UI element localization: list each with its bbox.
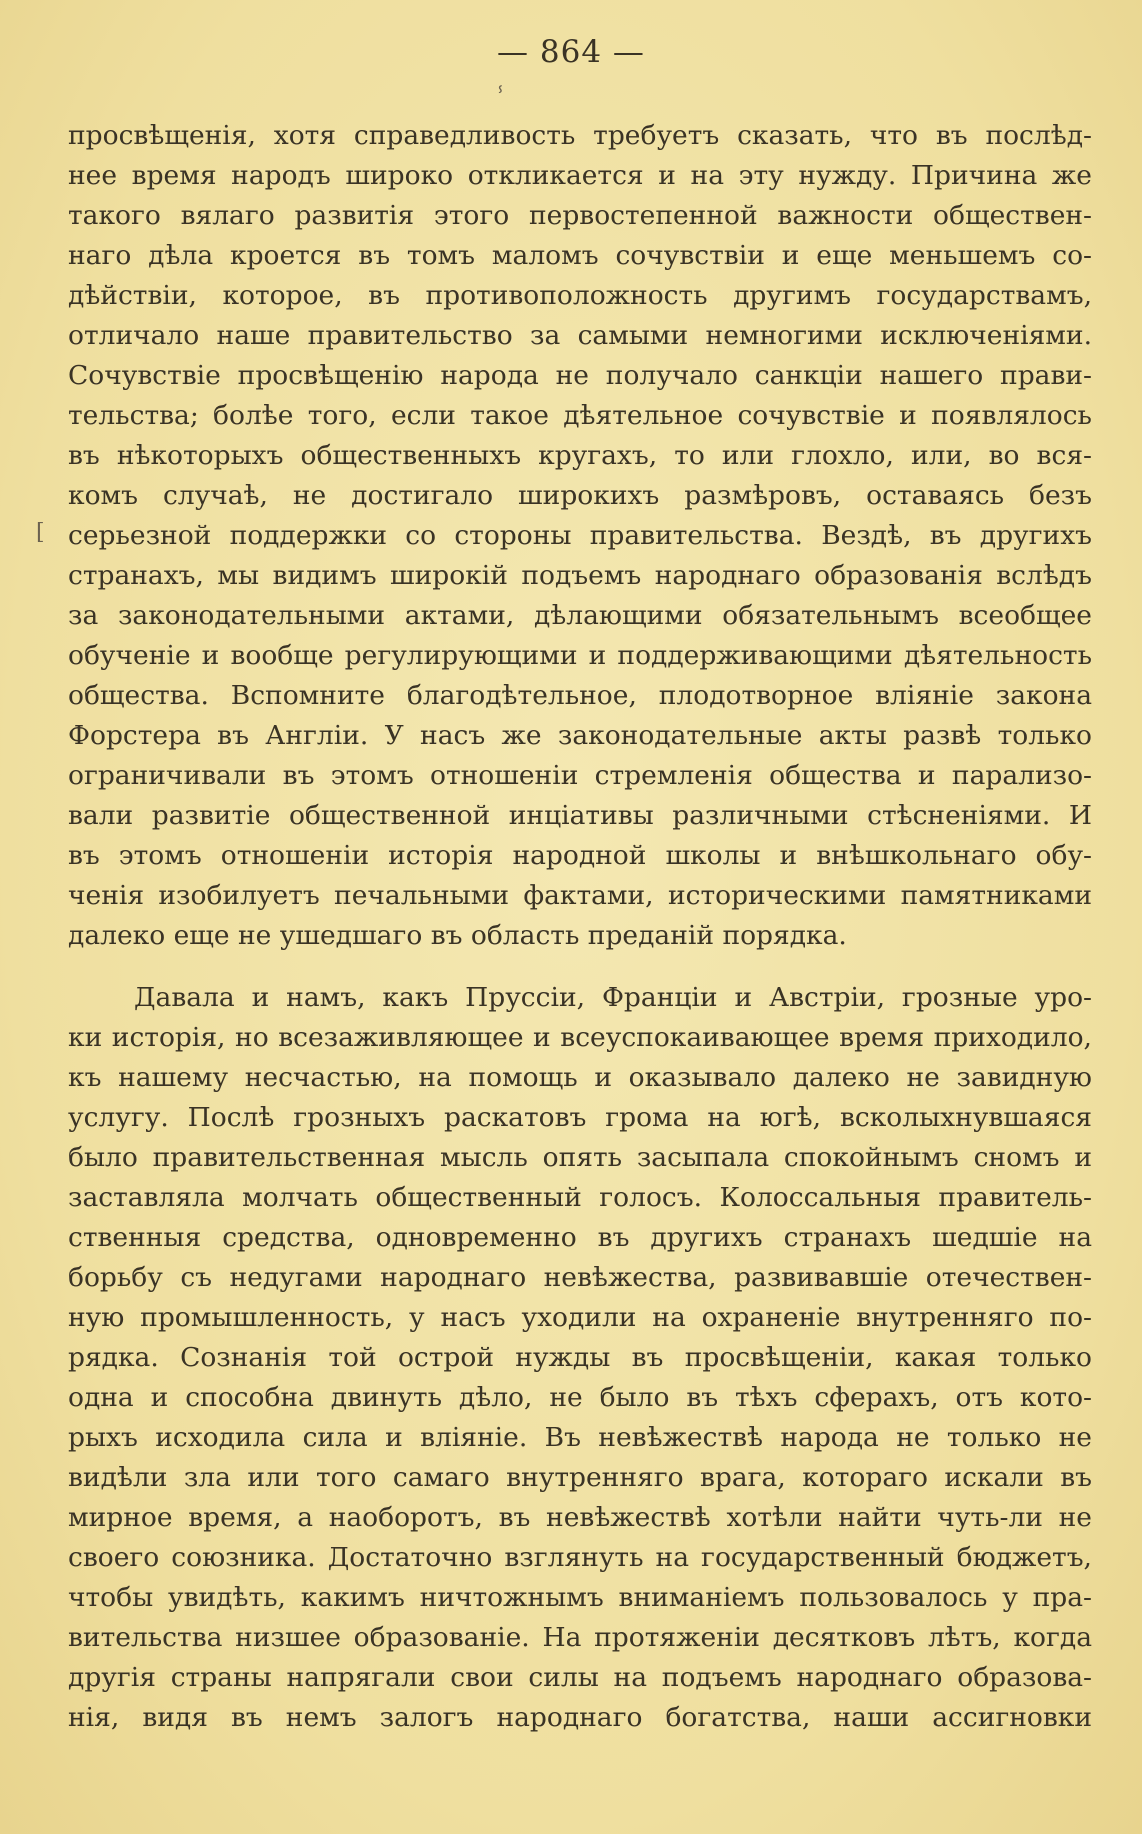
text-line: ограничивали въ этомъ отношеніи стремленія общества и парализо- <box>68 760 1092 791</box>
text-line: обученіе и вообще регулирующими и поддерживающими дѣятельность <box>68 640 1092 671</box>
text-line: видѣли зла или того самаго внутренняго врага, котораго искали въ <box>68 1462 1092 1493</box>
text-line: мирное время, а наоборотъ, въ невѣжествѣ хотѣли найти чуть-ли не <box>68 1502 1092 1533</box>
text-line: въ нѣкоторыхъ общественныхъ кругахъ, то или глохло, или, во вся- <box>68 440 1092 471</box>
text-line: просвѣщенія, хотя справедливость требуетъ сказать, что въ послѣд- <box>68 120 1092 151</box>
text-line: странахъ, мы видимъ широкій подъемъ народнаго образованія вслѣдъ <box>68 560 1092 591</box>
text-line: Давала и намъ, какъ Пруссіи, Франціи и Австріи, грозные уро- <box>134 982 1092 1013</box>
paragraph <box>68 978 1092 1738</box>
text-line: Сочувствіе просвѣщенію народа не получало санкціи нашего прави- <box>68 360 1092 391</box>
text-line: къ нашему несчастью, на помощь и оказывало далеко не завидную <box>68 1062 1092 1093</box>
text-line: было правительственная мысль опять засыпала спокойнымъ сномъ и <box>68 1142 1092 1173</box>
text-line: въ этомъ отношеніи исторія народной школы и внѣшкольнаго обу- <box>68 840 1092 871</box>
text-line: далеко еще не ушедшаго въ область преданій порядка. <box>68 920 847 951</box>
body-text <box>68 116 1092 1738</box>
text-line: услугу. Послѣ грозныхъ раскатовъ грома на югѣ, всколыхнувшаяся <box>68 1102 1092 1133</box>
text-line: заставляла молчать общественный голосъ. Колоссальныя правитель- <box>68 1182 1092 1213</box>
text-line: вали развитіе общественной инціативы различными стѣсненіями. И <box>68 800 1092 831</box>
text-line: одна и способна двинуть дѣло, не было въ тѣхъ сферахъ, отъ кото- <box>68 1382 1092 1413</box>
text-line: комъ случаѣ, не достигало широкихъ размѣровъ, оставаясь безъ <box>68 480 1092 511</box>
text-line: ственныя средства, одновременно въ другихъ странахъ шедшіе на <box>68 1222 1092 1253</box>
text-line: вительства низшее образованіе. На протяженіи десятковъ лѣтъ, когда <box>68 1622 1092 1653</box>
text-line: тельства; болѣе того, если такое дѣятельное сочувствіе и появлялось <box>68 400 1092 431</box>
text-line: наго дѣла кроется въ томъ маломъ сочувствіи и еще меньшемъ со- <box>68 240 1092 271</box>
text-line: ки исторія, но всезаживляющее и всеуспокаивающее время приходило, <box>68 1022 1092 1053</box>
text-line: за законодательными актами, дѣлающими обязательнымъ всеобщее <box>68 600 1092 631</box>
text-line: рыхъ исходила сила и вліяніе. Въ невѣжествѣ народа не только не <box>68 1422 1092 1453</box>
text-line: такого вялаго развитія этого первостепенной важности обществен- <box>68 200 1092 231</box>
text-line: борьбу съ недугами народнаго невѣжества, развивавшіе отечествен- <box>68 1262 1092 1293</box>
text-line: общества. Вспомните благодѣтельное, плодотворное вліяніе закона <box>68 680 1092 711</box>
page-number: — 864 — <box>497 34 645 70</box>
text-line: отличало наше правительство за самыми немногими исключеніями. <box>68 320 1092 351</box>
text-line: своего союзника. Достаточно взглянуть на государственный бюджетъ, <box>68 1542 1092 1573</box>
text-line: нія, видя въ немъ залогъ народнаго богатства, наши ассигновки <box>68 1702 1092 1733</box>
text-line: другія страны напрягали свои силы на подъемъ народнаго образова- <box>68 1662 1092 1693</box>
ink-mark: ⸯ <box>494 88 507 113</box>
text-line: ную промышленность, у насъ уходили на охраненіе внутренняго по- <box>68 1302 1092 1333</box>
text-line: чтобы увидѣть, какимъ ничтожнымъ вниманіемъ пользовалось у пра- <box>68 1582 1092 1613</box>
text-line: дѣйствіи, которое, въ противоположность другимъ государствамъ, <box>68 280 1092 311</box>
paragraph-gap <box>68 956 1092 978</box>
text-line: ченія изобилуетъ печальными фактами, историческими памятниками <box>68 880 1092 911</box>
paragraph <box>68 116 1092 956</box>
text-line: Форстера въ Англіи. У насъ же законодательные акты развѣ только <box>68 720 1092 751</box>
text-line: серьезной поддержки со стороны правительства. Вездѣ, въ другихъ <box>68 520 1092 551</box>
text-line: рядка. Сознанія той острой нужды въ просвѣщеніи, какая только <box>68 1342 1092 1373</box>
text-line: нее время народъ широко откликается и на эту нужду. Причина же <box>68 160 1092 191</box>
margin-bracket-mark: [ <box>36 520 45 545</box>
